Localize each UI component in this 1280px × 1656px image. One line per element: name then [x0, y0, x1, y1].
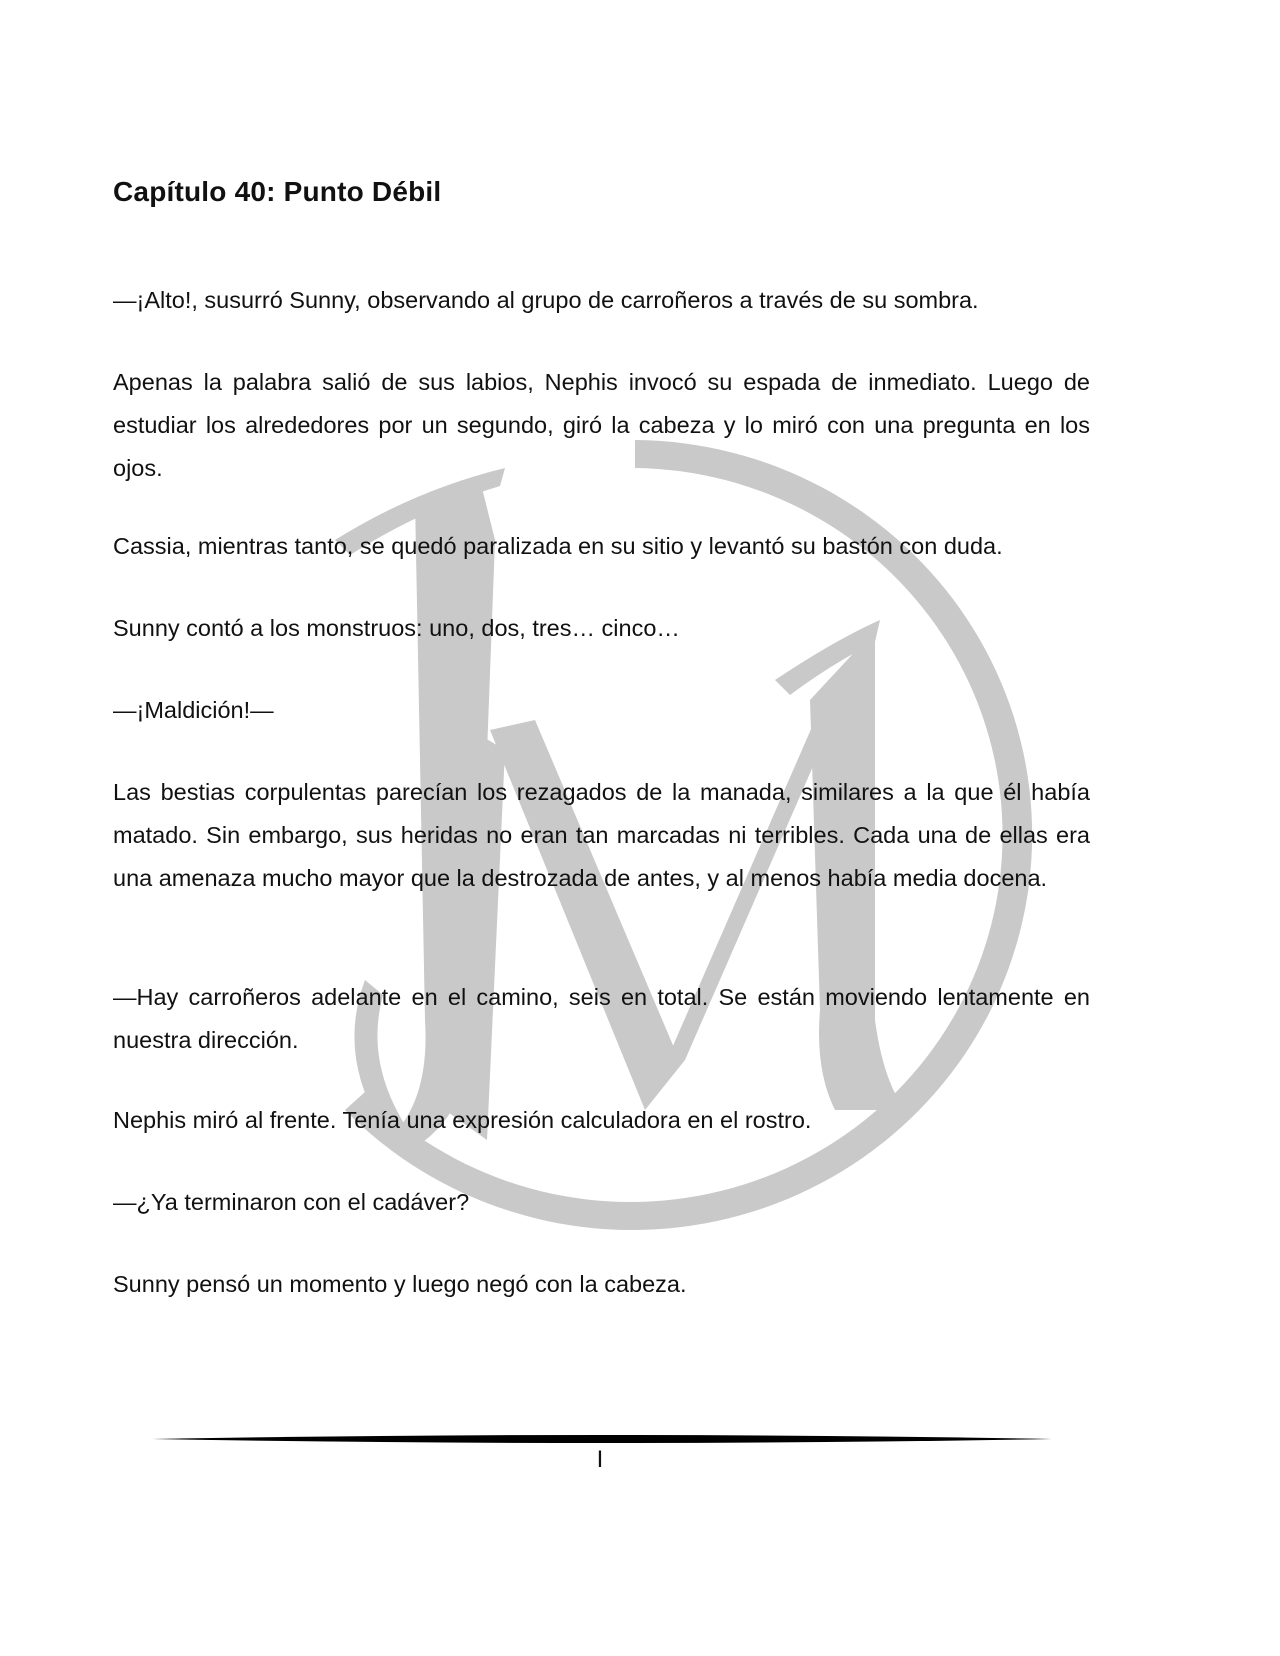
paragraph: Apenas la palabra salió de sus labios, Nephis invocó su espada de inmediato. Luego de estudiar los alrededores por un segundo, giró la cabeza y lo miró con una pregunta en los ojos. — [113, 369, 1090, 481]
paragraph: —¡Alto!, susurró Sunny, observando al grupo de carroñeros a través de su sombra. — [113, 287, 979, 313]
paragraph: Sunny pensó un momento y luego negó con la cabeza. — [113, 1271, 687, 1297]
paragraph: Sunny contó a los monstruos: uno, dos, tres… cinco… — [113, 615, 680, 641]
chapter-title: Capítulo 40: Punto Débil — [113, 176, 442, 207]
paragraph: Las bestias corpulentas parecían los rezagados de la manada, similares a la que él había matado. Sin embargo, sus heridas no eran tan marcadas ni terribles. Cada una de ellas era una amenaza mucho mayor que la destrozada de antes, y al menos había media docena. — [113, 779, 1090, 891]
paragraph: Cassia, mientras tanto, se quedó paralizada en su sitio y levantó su bastón con duda. — [113, 533, 1003, 559]
page-number: I — [596, 1446, 604, 1473]
paragraph: Nephis miró al frente. Tenía una expresión calculadora en el rostro. — [113, 1107, 812, 1133]
paragraph: —Hay carroñeros adelante en el camino, seis en total. Se están moviendo lentamente en nuestra dirección. — [113, 984, 1090, 1053]
paragraph: —¿Ya terminaron con el cadáver? — [113, 1189, 470, 1215]
paragraph: —¡Maldición!— — [113, 697, 274, 723]
tapered-divider-icon — [152, 1432, 1052, 1446]
